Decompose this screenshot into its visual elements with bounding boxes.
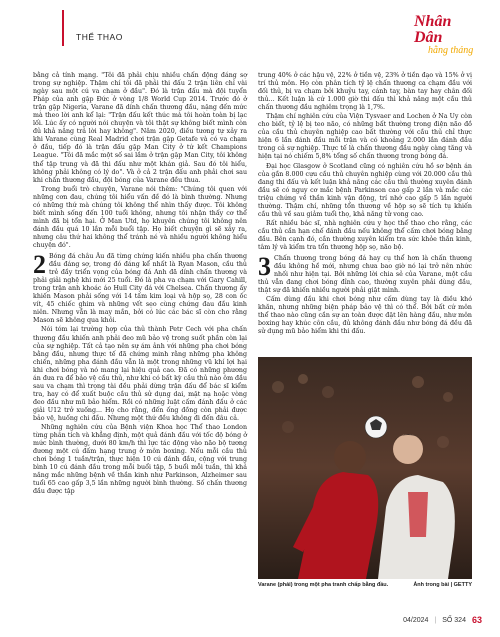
header-rule [62, 10, 64, 46]
section-label: THỂ THAO [76, 32, 123, 42]
article-photo [258, 357, 472, 579]
issue-date: 04/2024 [403, 616, 429, 624]
paragraph: Thậm chí nghiên cứu của Viện Tysvaer and Lochen ở Na Uy còn cho biết, tỷ lệ bị teo não, có những bất thường trong điện não đồ của cầu thủ chuyên nghiệp cao bất thường với cầu thủ chỉ thực hiện 6 lần đánh đầu mỗi trận và có khoảng 2.000 lần đánh đầu trong cả sự nghiệp. Thực tế là chấn thương đầu ngày càng tăng và hiện tại nó chiếm 5,8% tổng số chấn thương trong bóng đá. [258, 113, 472, 161]
drop-cap: 3 [258, 252, 271, 282]
paragraph: Rất nhiều bác sĩ, nhà nghiên cứu y học thể thao cho rằng, các cầu thủ cần hạn chế đánh đầu nếu không thể cấm chơi bóng bằng đầu. Bên cạnh đó, cần thường xuyên kiểm tra sức khỏe thần kinh, tâm lý và kiểm tra tổn thương hộp sọ, não bộ. [258, 219, 472, 251]
article-column-left [33, 72, 247, 497]
issue-number: SỐ 324 [442, 616, 466, 624]
caption-text: Varane (phải) trong một pha tranh chấp bằng đầu. [258, 582, 389, 588]
publication-logo [414, 14, 482, 58]
paragraph: Những nghiên cứu của Bệnh viện Khoa học Thể thao London từng phân tích và khẳng định, một quả đánh đầu với tốc độ bóng ở mức bình thường, dưới 80 km/h thì lực tác động vào não bộ tương đương một cú đấm hạng trung ở môn boxing. Nếu mỗi cầu thủ chơi bóng 1 tuần/trận, thực hiện 10 cú đánh đầu, cộng với trung bình 10 cú đánh đầu trong mỗi buổi tập, 5 buổi mỗi tuần, thì khả năng mắc những bệnh về thần kinh như Parkinson, Alzheimer sau tuổi 65 cao gấp 3,5 lần những người bình thường. Số chấn thương đầu được tập [33, 424, 247, 496]
logo-title: Nhân Dân [414, 13, 452, 46]
page-footer [403, 615, 482, 625]
article-column-right [258, 72, 472, 338]
paragraph: trung 40% ở các hậu vệ, 22% ở tiền vệ, 23% ở tiền đạo và 15% ở vị trí thủ môn. Họ còn phân tích tỷ lệ chấn thương ca chạm đầu với đối thủ, bị va chạm bởi khuỷu tay, cánh tay, bàn tay hay chân đối thủ... Kết luận là cứ 1.000 giờ thi đấu thì khả năng một cầu thủ chấn thương đầu nghiêm trọng là 1,7%. [258, 72, 472, 112]
photo-credit: Ảnh trong bài | GETTY [413, 582, 472, 588]
paragraph: Nói tóm lại trường hợp của thủ thành Petr Cech với pha chấn thương đầu khiến anh phải đeo mũ bảo vệ trong suốt phần còn lại của sự nghiệp. Tất cả tạo nên sự ám ảnh với những pha chơi bóng bằng đầu, nhưng thực tế đã chứng minh rằng những pha không chiến, những pha đánh đầu vẫn là một trong những vũ khí lợi hại khi chơi bóng và nó mang lại hiệu quả cao. Đã có những phương án đưa ra để bảo vệ cầu thủ, như khi có bất kỳ cầu thủ nào ôm đầu sau va chạm thì trọng tài đều phải dừng trận đấu để bác sĩ kiểm tra, hay có để xuất buộc cầu thủ sử dụng dai, mặt nạ hoặc vòng đeo đầu như mũ bảo hiểm. Rồi có những luật cấm đánh đầu ở các giải U12 trở xuống... Họ cho rằng, đến ống đồng còn phải được bảo vệ, huống chi đầu. Nhưng một thứ đều không đi đến đâu cả. [33, 326, 247, 422]
paragraph-text: Bóng đá châu Âu đã từng chứng kiến nhiều pha chấn thương đầu đáng sợ, trong đó đáng kể nhất là Ryan Mason, cầu thủ trẻ đầy triển vọng của bóng đá Anh đã dính chấn thương và phải giải nghệ khi mới 25 tuổi. Đó là pha va chạm với Gary Cahill, trong trận anh khoác áo Hull City đá với Chelsea. Chấn thương ấy khiến Mason phải sống với 14 tấm kim loại và hộp sọ, 28 con ốc vít, 45 chiếc ghim và những vết sẹo cùng chứng đau đầu kinh niên. Nhưng vẫn là may mắn, bởi có lúc các bác sĩ còn cho rằng Mason sẽ không qua khỏi. [33, 253, 247, 325]
logo-subtitle: hằng tháng [428, 45, 474, 56]
paragraph: Đại học Glasgow ở Scotland cũng có nghiên cứu hồ sơ bệnh án của gần 8.000 cựu cầu thủ chuyên nghiệp cùng với 20.000 cầu thủ đang thi đấu và kết luận khả năng các cầu thủ thường xuyên đánh đầu sẽ có nguy cơ mắc bệnh Parkinson cao gấp 2 lần và mắc các triệu chứng về thần kinh vận động, trí nhớ cao gấp 5 lần người thường. Thậm chí, những tổn thương về hộp sọ sẽ tích tụ khiến cầu thủ về sau giảm tuổi thọ, khả năng tử vong cao. [258, 162, 472, 218]
section-paragraph [258, 252, 472, 295]
drop-cap: 2 [33, 250, 46, 280]
paragraph: bằng cả tính mạng. "Tôi đã phải chịu nhiều chấn động đáng sợ trong sự nghiệp. Thậm chí tôi đã phải thi đấu 2 trận liên chỉ vài ngày sau một cú va chạm ở đầu". Đó là trận đấu mà đội tuyển Pháp của anh gặp Đức ở vòng 1/8 World Cup 2014. Trước đó ở trận gặp Nigeria, Varane đã dính chấn thương đầu, nặng đến mức mà theo lời anh kể lại: "Trận đấu kết thúc mà tôi hoàn toàn bị lạc lối. Lúc ấy có người nói chuyện và tôi thật sự không biết mình còn đủ khả năng trả lời hay không". Năm 2020, điều tương tự xảy ra khi Varane cùng Real Madrid chơi trận gặp Getafe và có va chạm ở đầu, tiếp đó là trận đấu gặp Man City ở tứ kết Champions League. "Tôi đã mắc một số sai lầm ở trận gặp Man City, tôi không thể tập trung và đã thi đấu như một khán giả. Sau đó tôi hiểu, không phải không có lý do". Và ở cả 2 trận đấu anh phải chơi sau khi chấn thương đầu, đội bóng của Varane đều thua. [33, 72, 247, 184]
paragraph: Trong buổi trò chuyện, Varane nói thêm: "Chúng tôi quen với những cơn đau, chúng tôi hiểu vấn đề đó là bình thường. Nhưng có những thứ mà chúng tôi không thể nhìn thấy được. Tôi không biết mình sống đến 100 tuổi không, nhưng tôi nhận thấy cơ thể mình đã bị tổn hại. Ở Man Utd, họ khuyên chúng tôi không nên đánh đầu quá 10 lần mỗi buổi tập. Họ biết chuyện gì sẽ xảy ra, nhưng câu thứ hai không thể tránh né và nhiều người không hiểu chuyện đó". [33, 185, 247, 249]
page-number: 63 [471, 615, 482, 625]
footer-separator: | [434, 616, 437, 624]
section-paragraph [33, 250, 247, 325]
paragraph-text: Chấn thương trong bóng đá hay cụ thể hơn là chấn thương đầu không hề mới, nhưng chưa bao giờ nó lại trở nên nhức nhối như hiện tại. Bởi những lời chia sẻ của Varane, một cầu thủ vẫn đang chơi bóng đỉnh cao, thường xuyên phải dùng đầu, thật sự đã khiến nhiều người phải giật mình. [258, 255, 472, 295]
paragraph: Cấm dùng đầu khi chơi bóng như cấm dùng tay là điều khó khăn, nhưng những biện pháp bảo vệ thì có thể. Bởi bất cứ môn thể thao nào cũng cần sự an toàn được đặt lên hàng đầu, như môn boxing hay khúc côn cầu, đủ không đánh đầu như bóng đá đều đã sử dụng mũ bảo hiểm khi thi đấu. [258, 296, 472, 336]
